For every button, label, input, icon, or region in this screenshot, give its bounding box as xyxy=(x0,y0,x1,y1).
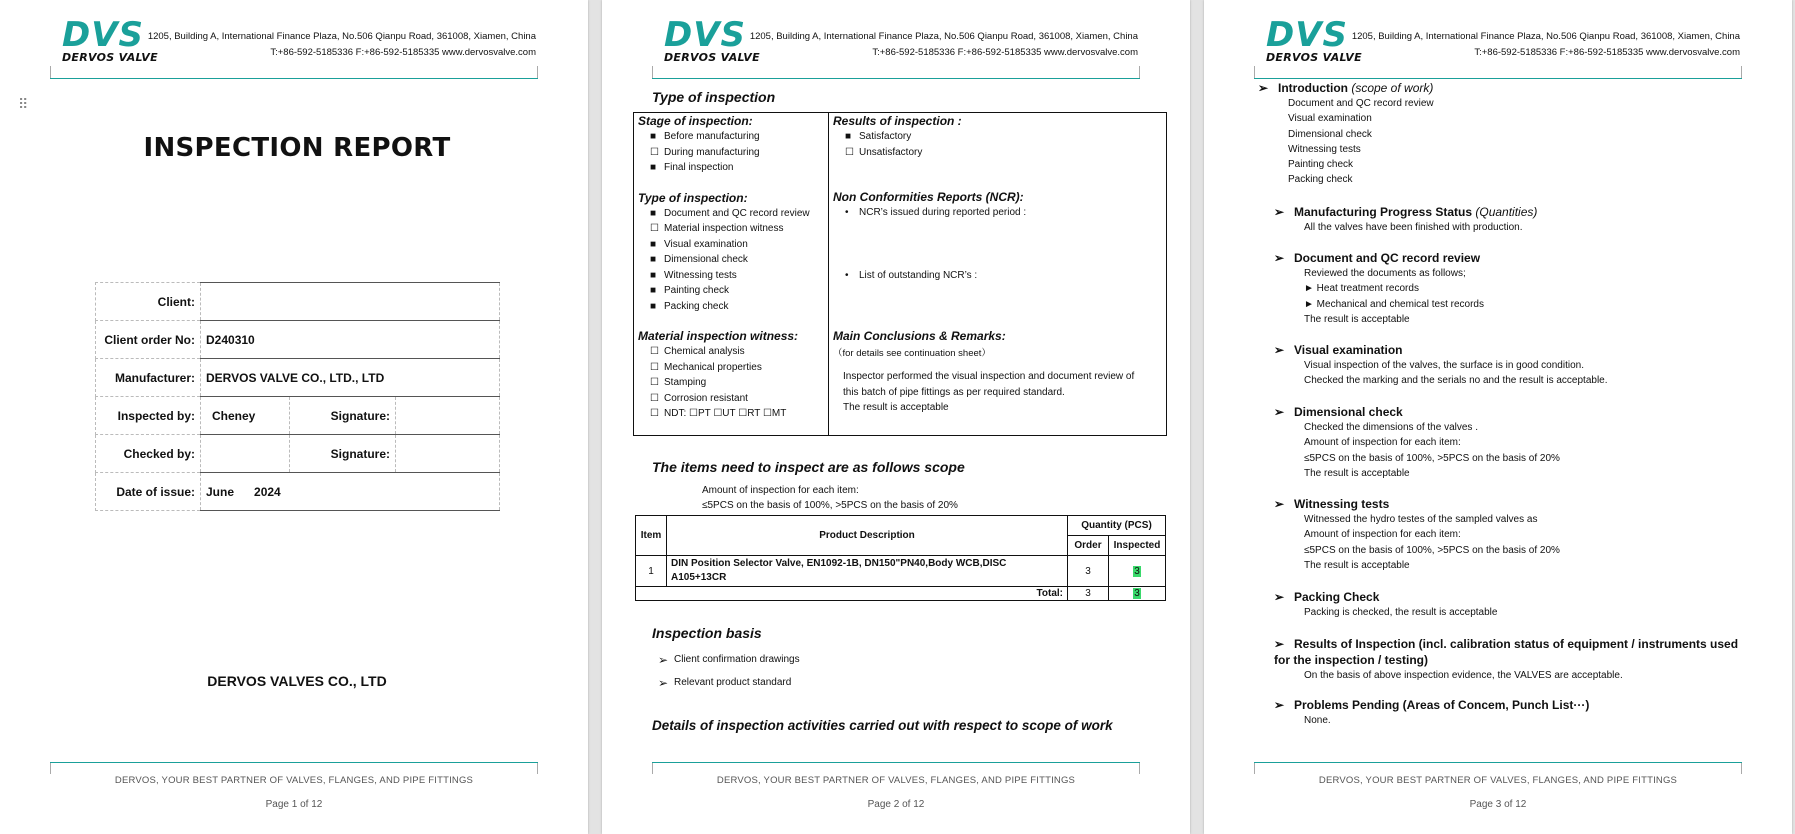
items-table xyxy=(635,515,1166,601)
company-address xyxy=(750,29,1138,61)
table-row xyxy=(636,516,1166,536)
list-item: ☐ Material inspection witness xyxy=(638,221,824,237)
page-header xyxy=(602,0,1190,86)
table-row xyxy=(96,283,500,321)
list-item: ☐ During manufacturing xyxy=(638,145,824,161)
date-label: Date of issue: xyxy=(96,473,201,511)
page-3 xyxy=(1204,0,1792,834)
section-packing: ➢ Packing Check Packing is checked, the result is acceptable xyxy=(1294,589,1774,620)
conclusion-heading-row: Main Conclusions & Remarks:（for details see continuation sheet） xyxy=(833,329,1006,359)
list-item: ■ Visual examination xyxy=(638,237,824,253)
list-item: ➢ Client confirmation drawings xyxy=(658,653,800,667)
page-header xyxy=(0,0,588,86)
arrow-bullet-icon: ➢ xyxy=(1274,251,1285,265)
checkbox[interactable]: ■ xyxy=(650,269,657,281)
section-visual: ➢ Visual examination Visual inspection of the valves, the surface is in good condition. Checked the marking and the serials no and the result is acceptable. xyxy=(1294,342,1774,389)
inspected-by-label: Inspected by: xyxy=(96,397,201,435)
footer-slogan: DERVOS, YOUR BEST PARTNER OF VALVES, FLANGES, AND PIPE FITTINGS xyxy=(114,775,474,786)
table-row xyxy=(96,435,500,473)
list-item: ☐ NDT: ☐PT ☐UT ☐RT ☐MT xyxy=(638,406,824,422)
section-problems: ➢ Problems Pending (Areas of Concem, Punch List···) None. xyxy=(1294,697,1774,728)
checked-by-label: Checked by: xyxy=(96,435,201,473)
cell-inspected[interactable]: 3 xyxy=(1109,556,1166,587)
arrow-bullet-icon: ➢ xyxy=(658,653,669,667)
table-row xyxy=(96,359,500,397)
total-inspected[interactable]: 3 xyxy=(1109,587,1166,601)
list-item: ■ Before manufacturing xyxy=(638,129,824,145)
material-heading: Material inspection witness: xyxy=(638,329,799,343)
list-item: ➢ Relevant product standard xyxy=(658,676,792,690)
section-heading: ➢ Visual examination xyxy=(1274,343,1403,357)
arrow-bullet-icon: ➢ xyxy=(1274,698,1285,712)
logo-mark: DVS xyxy=(664,15,747,55)
checkbox[interactable]: ☐ xyxy=(650,146,659,158)
type-sub-heading: Type of inspection: xyxy=(638,190,748,205)
order-label: Client order No: xyxy=(96,321,201,359)
checkbox[interactable]: ■ xyxy=(650,285,657,296)
company-logo xyxy=(664,15,760,64)
footer-slogan: DERVOS, YOUR BEST PARTNER OF VALVES, FLANGES, AND PIPE FITTINGS xyxy=(1318,775,1678,786)
checkbox[interactable]: ■ xyxy=(650,238,657,250)
company-address xyxy=(1352,29,1740,61)
ncr-heading: Non Conformities Reports (NCR): xyxy=(833,190,1024,204)
inspected-by-value[interactable]: Cheney xyxy=(201,397,290,435)
section-heading: ➢ Results of Inspection (incl. calibration status of equipment / instruments used xyxy=(1274,637,1739,651)
checkbox[interactable]: ☐ xyxy=(650,408,659,419)
list-item: ☐ Unsatisfactory xyxy=(833,145,1163,161)
list-item: ■ Satisfactory xyxy=(833,129,1163,145)
checkbox[interactable]: ☐ xyxy=(650,361,659,373)
checked-signature-label: Signature: xyxy=(290,435,396,473)
checkbox[interactable]: ☐ xyxy=(845,146,854,158)
total-label: Total: xyxy=(636,587,1068,601)
contact-line: T:+86-592-5185336 F:+86-592-5185335 www.dervosvalve.com xyxy=(270,47,536,58)
checkbox[interactable]: ☐ xyxy=(650,223,659,234)
logo-subtitle: DERVOS VALVE xyxy=(664,51,760,64)
list-item: ■ Witnessing tests xyxy=(638,268,824,284)
contact-line: T:+86-592-5185336 F:+86-592-5185335 www.dervosvalve.com xyxy=(1474,47,1740,58)
cell-item: 1 xyxy=(636,556,667,587)
report-info-table xyxy=(95,282,500,511)
page-number: Page 1 of 12 xyxy=(265,799,323,810)
client-value[interactable] xyxy=(201,283,500,321)
checkbox[interactable]: ■ xyxy=(650,131,657,142)
items-heading: The items need to inspect are as follows scope xyxy=(652,459,965,475)
list-item: ■ Dimensional check xyxy=(638,252,824,268)
list-item: • List of outstanding NCR’s : xyxy=(845,269,978,281)
section-dimensional: ➢ Dimensional check Checked the dimensions of the valves . Amount of inspection for each item: ≤5PCS on the basis of 100%, >5PCS on the basis of 20% The result is acceptable xyxy=(1294,404,1774,481)
page-header xyxy=(1204,0,1792,86)
drag-handle-icon[interactable]: ⠿ xyxy=(18,96,29,112)
col-order: Order xyxy=(1068,536,1109,556)
list-item: ☐ Corrosion resistant xyxy=(638,391,824,407)
signature-label: Signature: xyxy=(290,397,396,435)
company-logo xyxy=(62,15,158,64)
address-line: 1205, Building A, International Finance Plaza, No.506 Qianpu Road, 361008, Xiamen, China xyxy=(749,31,1138,42)
logo-subtitle: DERVOS VALVE xyxy=(1266,51,1362,64)
logo-mark: DVS xyxy=(62,15,145,55)
list-item: ■ Painting check xyxy=(638,283,824,299)
checkbox[interactable]: ☐ xyxy=(650,377,659,388)
section-document-review: ➢ Document and QC record review Reviewed the documents as follows; ► Heat treatment records ► Mechanical and chemical test records The result is acceptable xyxy=(1294,250,1774,327)
total-order: 3 xyxy=(1068,587,1109,601)
arrow-bullet-icon: ➢ xyxy=(1258,81,1269,95)
contact-line: T:+86-592-5185336 F:+86-592-5185335 www.dervosvalve.com xyxy=(872,47,1138,58)
section-results: ➢ Results of Inspection (incl. calibration status of equipment / instruments used for the inspection / testing) On the basis of above inspection evidence, the VALVES are acceptable. xyxy=(1274,636,1764,683)
signature-field[interactable] xyxy=(396,397,500,435)
section-heading: ➢ Dimensional check xyxy=(1274,405,1403,419)
section-heading: ➢ Problems Pending (Areas of Concem, Punch List···) xyxy=(1274,698,1590,712)
checkbox[interactable]: ■ xyxy=(845,131,852,142)
inspection-box xyxy=(633,112,1167,436)
checkbox[interactable]: ☐ xyxy=(650,392,659,404)
section-heading: ➢ Introduction (scope of work) xyxy=(1258,81,1434,95)
date-value[interactable] xyxy=(201,473,500,511)
company-logo xyxy=(1266,15,1362,64)
page-number: Page 2 of 12 xyxy=(867,799,925,810)
cell-description: DIN Position Selector Valve, EN1092-1B, DN150"PN40,Body WCB,DISC A105+13CR xyxy=(667,556,1068,587)
table-row xyxy=(636,556,1166,587)
list-item: ☐ Stamping xyxy=(638,375,824,391)
table-row xyxy=(96,321,500,359)
col-quantity: Quantity (PCS) xyxy=(1068,516,1166,536)
address-line: 1205, Building A, International Finance Plaza, No.506 Qianpu Road, 361008, Xiamen, China xyxy=(1351,31,1740,42)
table-row xyxy=(96,397,500,435)
right-column xyxy=(833,113,1163,416)
section-heading: ➢ Witnessing tests xyxy=(1274,497,1390,511)
stage-heading: Stage of inspection: xyxy=(638,114,753,128)
arrow-bullet-icon: ➢ xyxy=(1274,405,1285,419)
conclusion-text: Inspector performed the visual inspection and document review of this batch of pipe fittings as per required standard. The result is acceptable xyxy=(843,371,1135,413)
manufacturer-value[interactable]: DERVOS VALVE CO., LTD., LTD xyxy=(201,359,500,397)
checked-by-value[interactable] xyxy=(201,435,290,473)
list-item: ■ Packing check xyxy=(638,299,824,315)
section-heading: ➢ Manufacturing Progress Status (Quantities) xyxy=(1274,205,1538,219)
company-address xyxy=(148,29,536,61)
arrow-bullet-icon: ➢ xyxy=(1274,637,1285,651)
page-1 xyxy=(0,0,588,834)
logo-mark: DVS xyxy=(1266,15,1349,55)
arrow-bullet-icon: ➢ xyxy=(1274,205,1285,219)
section-witnessing: ➢ Witnessing tests Witnessed the hydro testes of the sampled valves as Amount of inspection for each item: ≤5PCS on the basis of 100%, >5PCS on the basis of 20% The result is acceptable xyxy=(1294,496,1774,573)
list-item: • NCR’s issued during reported period : xyxy=(845,207,1027,218)
list-item: ☐ Chemical analysis xyxy=(638,344,824,360)
footer-slogan: DERVOS, YOUR BEST PARTNER OF VALVES, FLANGES, AND PIPE FITTINGS xyxy=(716,775,1076,786)
col-description: Product Description xyxy=(667,516,1068,556)
report-title: INSPECTION REPORT xyxy=(143,133,451,163)
date-month: June xyxy=(206,484,235,499)
results-heading: Results of inspection : xyxy=(833,114,962,128)
details-heading: Details of inspection activities carried out with respect to scope of work xyxy=(652,718,1113,733)
cell-order: 3 xyxy=(1068,556,1109,587)
checkbox[interactable]: ■ xyxy=(650,162,657,173)
col-item: Item xyxy=(636,516,667,556)
checkbox[interactable]: ☐ xyxy=(650,346,659,357)
checkbox[interactable]: ■ xyxy=(650,254,657,265)
list-item: ■ Document and QC record review xyxy=(638,206,824,222)
basis-heading: Inspection basis xyxy=(652,625,762,641)
arrow-bullet-icon: ➢ xyxy=(1274,497,1285,511)
arrow-bullet-icon: ➢ xyxy=(1274,590,1285,604)
type-of-inspection-heading: Type of inspection xyxy=(652,89,776,105)
left-column xyxy=(638,113,824,422)
page-2 xyxy=(602,0,1190,834)
list-item: ☐ Mechanical properties xyxy=(638,360,824,376)
amount-note: Amount of inspection for each item: ≤5PCS on the basis of 100%, >5PCS on the basis of 20% xyxy=(702,485,958,511)
section-manufacturing: ➢ Manufacturing Progress Status (Quantities) All the valves have been finished with production. xyxy=(1294,204,1774,235)
checkbox[interactable]: ■ xyxy=(650,207,657,219)
page-number: Page 3 of 12 xyxy=(1469,799,1527,810)
client-label: Client: xyxy=(96,283,201,321)
section-heading-continued: for the inspection / testing) xyxy=(1274,653,1429,667)
order-value[interactable]: D240310 xyxy=(201,321,500,359)
list-item: ■ Final inspection xyxy=(638,160,824,176)
arrow-bullet-icon: ➢ xyxy=(658,676,669,690)
date-year: 2024 xyxy=(254,484,281,499)
section-heading: ➢ Document and QC record review xyxy=(1274,251,1481,265)
section-heading: ➢ Packing Check xyxy=(1274,590,1380,604)
logo-subtitle: DERVOS VALVE xyxy=(62,51,158,64)
col-inspected: Inspected xyxy=(1109,536,1166,556)
table-row xyxy=(96,473,500,511)
address-line: 1205, Building A, International Finance Plaza, No.506 Qianpu Road, 361008, Xiamen, China xyxy=(147,31,536,42)
manufacturer-label: Manufacturer: xyxy=(96,359,201,397)
section-introduction: ➢ Introduction (scope of work) Document and QC record review Visual examination Dimensional check Witnessing tests Painting check Packing check xyxy=(1278,80,1758,188)
checked-signature-field[interactable] xyxy=(396,435,500,473)
company-name: DERVOS VALVES CO., LTD xyxy=(207,673,387,689)
table-row xyxy=(636,587,1166,601)
arrow-bullet-icon: ➢ xyxy=(1274,343,1285,357)
checkbox[interactable]: ■ xyxy=(650,300,657,312)
